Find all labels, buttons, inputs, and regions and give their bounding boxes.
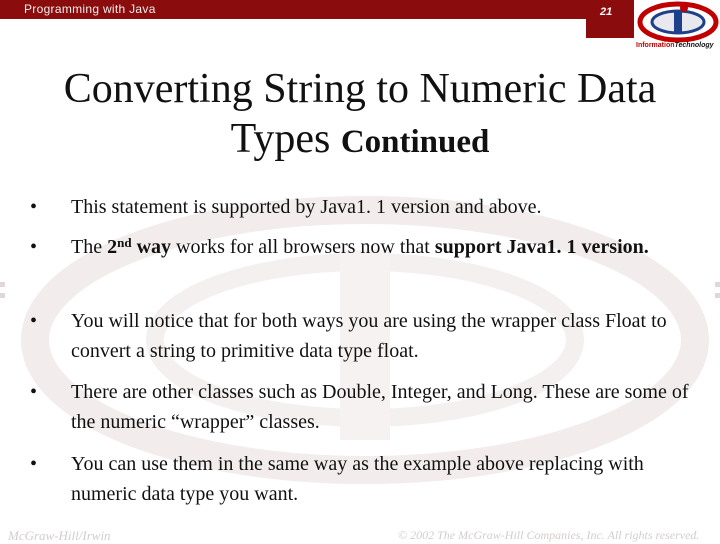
bullet-symbol: • [30, 236, 38, 258]
bullet-symbol: • [30, 453, 38, 475]
bullet-segment-bold: support Java1. 1 version. [434, 236, 649, 258]
bullet-text [71, 306, 706, 366]
bullet-segment: You will notice that for both ways you are using the wrapper class Float to convert a string to primitive data type float. [71, 310, 667, 362]
slide-title [40, 64, 680, 167]
bullet-segment-bold: way [131, 236, 172, 258]
bullet-text [71, 377, 706, 437]
logo-word-technology: Technology [674, 42, 714, 49]
bullet-text [71, 449, 706, 509]
bullet-segment: works for all browsers now that [171, 236, 435, 258]
logo-word-information: Information [636, 42, 675, 49]
information-technology-logo [634, 0, 720, 62]
bullet-symbol: • [30, 381, 38, 403]
footer-publisher: McGraw-Hill/Irwin [8, 528, 111, 543]
edge-marker-right-2 [715, 293, 720, 298]
bullet-segment: The [71, 236, 108, 258]
edge-marker-left-1 [0, 282, 5, 287]
bullet-segment: This statement is supported by Java1. 1 version and above. [71, 196, 542, 218]
bullet-symbol: • [30, 310, 38, 332]
bullet-text [71, 232, 706, 262]
bullet-text [71, 192, 706, 222]
bullet-segment-superscript: nd [117, 235, 132, 250]
bullet-segment-bold: 2 [107, 236, 118, 258]
logo-wordmark [636, 42, 720, 49]
edge-marker-left-2 [0, 293, 5, 298]
course-title: Programming with Java [24, 2, 156, 16]
bullet-segment: There are other classes such as Double, Integer, and Long. These are some of the numeric “wrapper” classes. [71, 381, 689, 433]
bullet-segment: You can use them in the same way as the example above replacing with numeric data type you want. [71, 453, 644, 505]
header-bar [0, 0, 660, 19]
footer-copyright: © 2002 The McGraw-Hill Companies, Inc. All rights reserved. [398, 528, 700, 542]
edge-marker-right-1 [715, 282, 720, 287]
slide-number: 21 [600, 6, 613, 18]
slide-title-suffix: Continued [340, 124, 490, 160]
bullet-symbol: • [30, 196, 38, 218]
slide-title-main: Converting String to Numeric Data Types [63, 66, 657, 162]
